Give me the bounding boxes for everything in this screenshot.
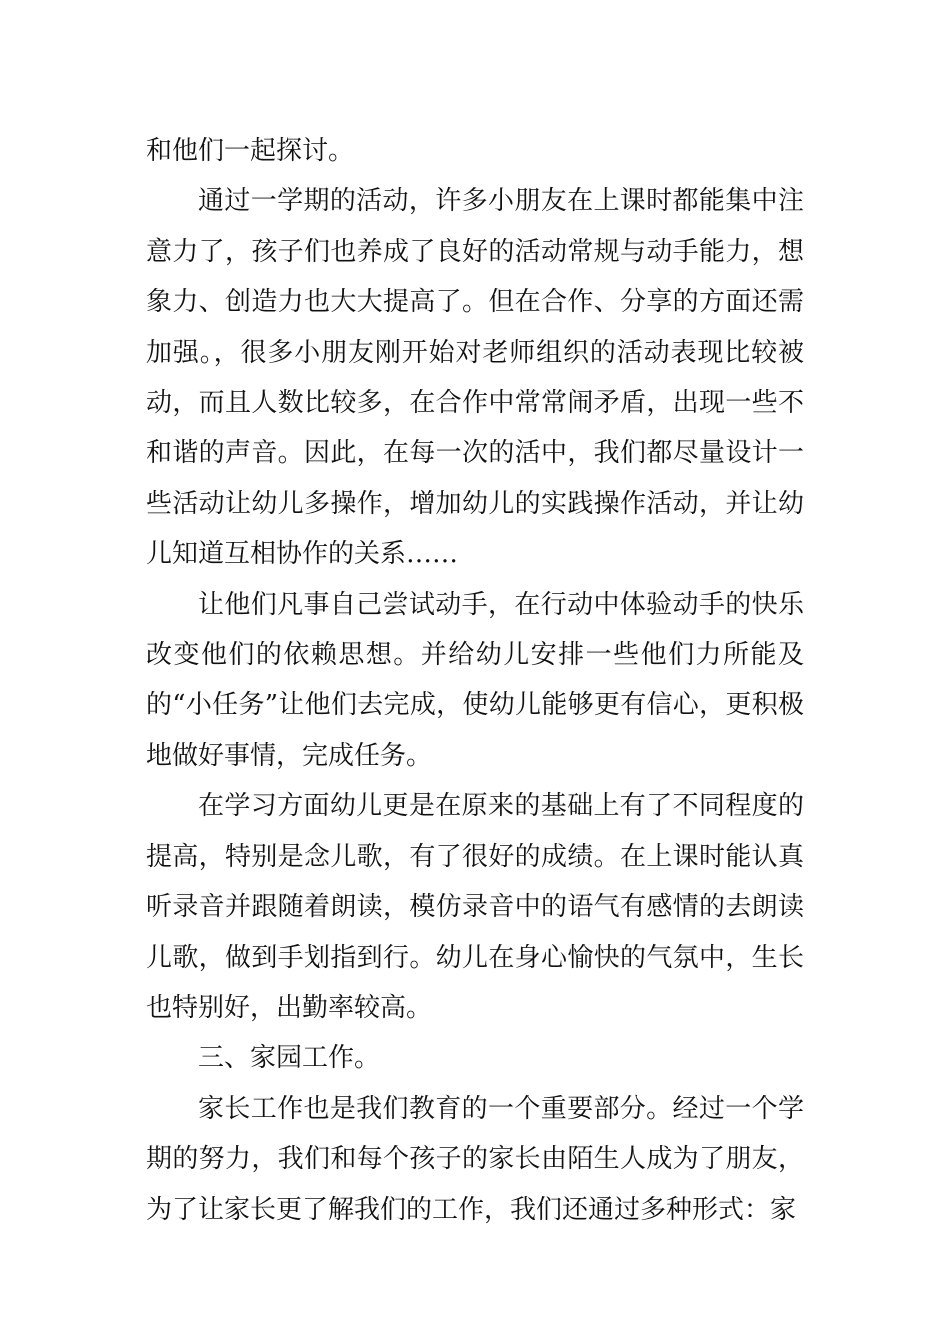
paragraph-learning: 在学习方面幼儿更是在原来的基础上有了不同程度的提高，特别是念儿歌，有了很好的成绩。在上课时能认真听录音并跟随着朗读，模仿录音中的语气有感情的去朗读儿歌，做到手划指到行。幼儿在身心愉快的气氛中，生长也特别好，出勤率较高。 (146, 791, 804, 1023)
document-page (146, 126, 804, 1235)
section-heading-home-school: 三、家园工作。 (198, 1043, 381, 1074)
paragraph-independence: 让他们凡事自己尝试动手，在行动中体验动手的快乐改变他们的依赖思想。并给幼儿安排一些他们力所能及的“小任务”让他们去完成，使幼儿能够更有信心，更积极地做好事情，完成任务。 (146, 589, 804, 771)
paragraph-continuation: 和他们一起探讨。 (146, 136, 355, 166)
paragraph-activity-results: 通过一学期的活动，许多小朋友在上课时都能集中注意力了，孩子们也养成了良好的活动常规与动手能力，想象力、创造力也大大提高了。但在合作、分享的方面还需加强。，很多小朋友刚开始对老师组织的活动表现比较被动，而且人数比较多，在合作中常常闹矛盾，出现一些不和谐的声音。因此，在每一次的活中，我们都尽量设计一些活动让幼儿多操作，增加幼儿的实践操作活动，并让幼儿知道互相协作的关系…… (146, 186, 804, 570)
paragraph-parent-work: 家长工作也是我们教育的一个重要部分。经过一个学期的努力，我们和每个孩子的家长由陌生人成为了朋友，为了让家长更了解我们的工作，我们还通过多种形式：家 (146, 1093, 804, 1225)
